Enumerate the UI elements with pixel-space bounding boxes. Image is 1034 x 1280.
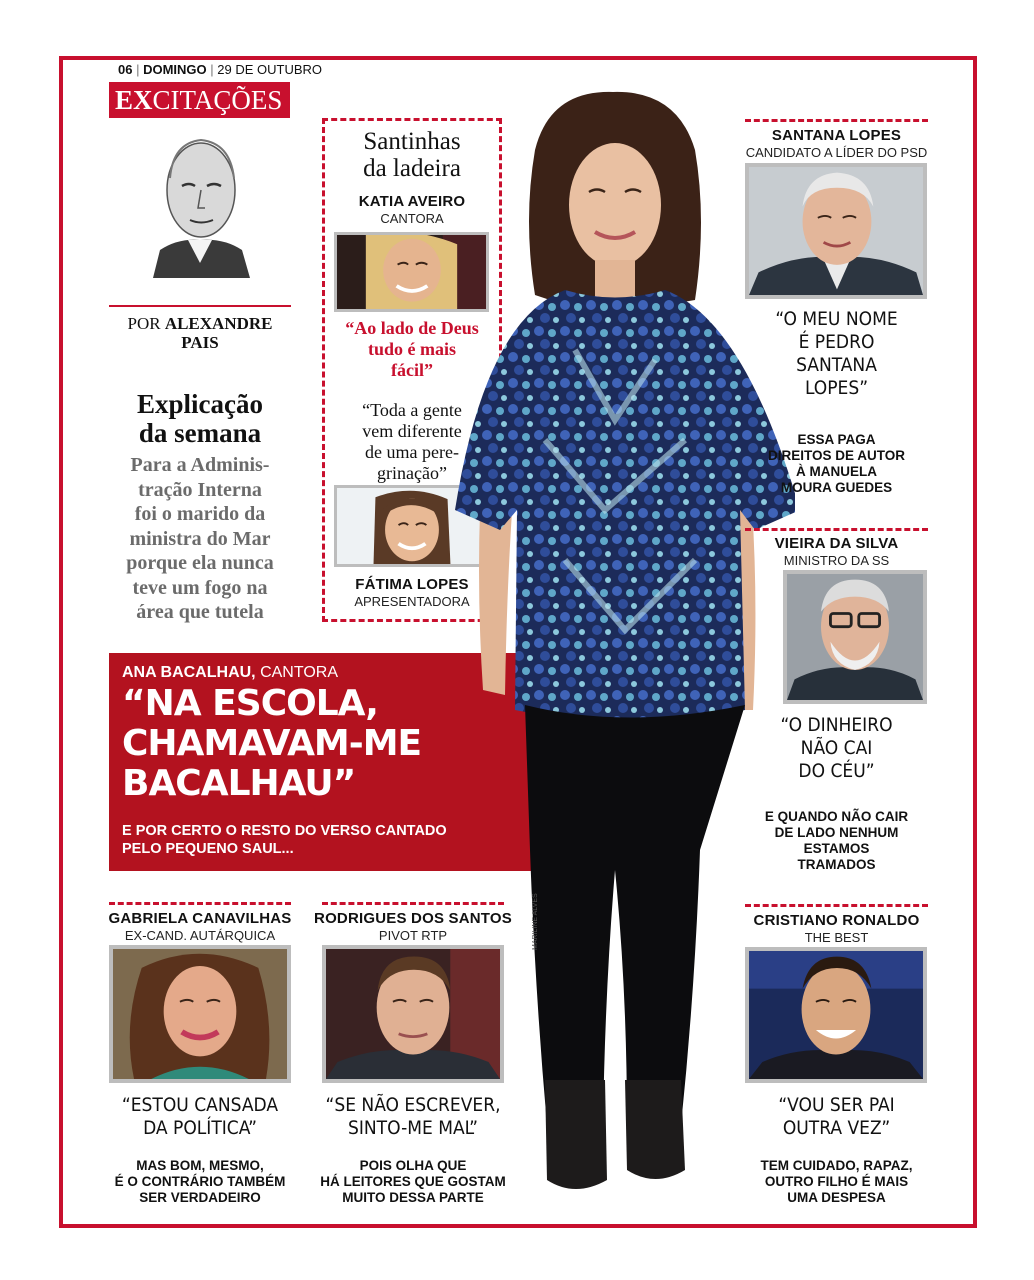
canavilhas-name: GABRIELA CANAVILHAS [108,910,292,927]
rodrigues-quote-line: “SE NÃO ESCREVER, [325,1094,501,1116]
fatima-name: FÁTIMA LOPES [355,576,469,593]
vieira-role: MINISTRO DA SS [783,553,890,568]
santana-quote-line: “O MEU NOME [775,308,898,330]
vieira-comment-line: E QUANDO NÃO CAIR [764,809,909,824]
page-header: 06 | DOMINGO | 29 DE OUTUBRO [118,62,323,77]
ronaldo-comment-line: OUTRO FILHO É MAIS [764,1174,909,1189]
vieira-quote-line: NÃO CAI [800,737,873,759]
santana-quote [740,308,933,400]
canavilhas-comment [100,1158,300,1206]
rodrigues-name: RODRIGUES DOS SANTOS [314,910,512,927]
vieira-comment-line: DE LADO NENHUM [774,825,899,840]
santana-quote-line: SANTANA [796,354,877,376]
canavilhas-role: EX-CAND. AUTÁRQUICA [124,928,276,943]
explicacao-title-1: Explicação [137,389,263,419]
ronaldo-quote [740,1094,933,1140]
ronaldo-comment-line: UMA DESPESA [787,1190,886,1205]
santana-divider [745,119,928,122]
ronaldo-name: CRISTIANO RONALDO [753,912,920,929]
main-role: CANTORA [260,664,339,681]
santana-quote-line: É PEDRO [798,331,875,353]
canavilhas-comment-line: MAS BOM, MESMO, [136,1158,264,1173]
fatima-quote-line: “Toda a gente [362,400,462,420]
main-comment-line: PELO PEQUENO SAUL... [122,841,294,857]
ronaldo-divider [745,904,928,907]
rodrigues-comment [313,1158,513,1206]
katia-quote-line: fácil” [391,360,433,380]
explicacao-title [100,390,300,448]
main-name: ANA BACALHAU, [122,664,256,681]
main-speaker [122,664,338,682]
explicacao-line: área que tutela [136,601,264,623]
katia-name: KATIA AVEIRO [358,193,466,210]
ronaldo-comment-line: TEM CUIDADO, RAPAZ, [760,1158,913,1173]
rodrigues-photo [322,945,504,1083]
santana-comment [740,432,933,496]
vieira-comment-line: ESTAMOS [803,841,870,856]
vieira-quote-line: DO CÉU” [798,760,875,782]
canavilhas-quote [100,1094,300,1140]
section-rest: CITAÇÕES [152,85,283,115]
rodrigues-quote [313,1094,513,1140]
ronaldo-quote-line: “VOU SER PAI [778,1094,895,1116]
section-prefix: EX [115,85,153,115]
vieira-quote [740,714,933,783]
santana-comment-line: MOURA GUEDES [780,480,893,495]
page-date: 29 DE OUTUBRO [217,62,323,77]
ronaldo-role: THE BEST [804,930,869,945]
canavilhas-comment-line: SER VERDADEIRO [139,1190,261,1205]
rodrigues-comment-line: MUITO DESSA PARTE [342,1190,484,1205]
santana-comment-line: À MANUELA [796,464,877,479]
santinhas-title-1: Santinhas [363,128,461,155]
section-label [109,82,290,118]
byline-author-2: PAIS [181,333,219,352]
fatima-quote-line: de uma pere- [365,442,459,462]
fatima-quote-line: vem diferente [362,421,462,441]
katia-quote-line: tudo é mais [367,339,456,359]
byline [109,314,291,352]
main-quote-line: CHAMAVAM-ME [122,723,422,764]
explicacao-line: Para a Adminis- [130,454,270,476]
vieira-divider [745,528,928,531]
page-day: DOMINGO [143,62,207,77]
santana-comment-line: DIREITOS DE AUTOR [767,448,906,463]
rodrigues-divider [322,902,504,905]
katia-role: CANTORA [380,211,444,226]
canavilhas-photo [109,945,291,1083]
rodrigues-quote-line: SINTO-ME MAL” [347,1117,479,1139]
explicacao-line: porque ela nunca [126,552,274,574]
photo-credit: MARILINE ALVES [532,893,539,950]
explicacao-line: ministra do Mar [129,527,271,550]
vieira-name: VIEIRA DA SILVA [774,535,899,552]
byline-author-1: ALEXANDRE [164,314,273,333]
rodrigues-role: PIVOT RTP [378,928,448,943]
santana-name: SANTANA LOPES [771,127,902,144]
explicacao-line: tração Interna [138,478,262,501]
main-quote-line: BACALHAU” [122,763,356,804]
byline-por: POR [127,314,161,333]
katia-quote-line: “Ao lado de Deus [345,318,479,338]
rodrigues-comment-line: POIS OLHA QUE [359,1158,467,1173]
santana-quote-line: LOPES” [804,377,869,399]
santana-comment-line: ESSA PAGA [797,432,876,447]
canavilhas-comment-line: É O CONTRÁRIO TAMBÉM [114,1174,286,1189]
santinhas-title-2: da ladeira [363,155,461,182]
vieira-photo [783,570,927,704]
fatima-role: APRESENTADORA [354,594,470,609]
columnist-portrait [148,128,253,278]
ana-bacalhau-photo [455,90,795,1205]
explicacao-title-2: da semana [138,418,262,448]
canavilhas-quote-line: “ESTOU CANSADA [121,1094,279,1116]
rodrigues-comment-line: HÁ LEITORES QUE GOSTAM [320,1174,506,1189]
main-comment-line: E POR CERTO O RESTO DO VERSO CANTADO [122,823,447,839]
explicacao-line: foi o marido da [134,503,266,525]
canavilhas-divider [109,902,291,905]
page-number: 06 [118,62,133,77]
santana-photo [745,163,927,299]
canavilhas-quote-line: DA POLÍTICA” [143,1117,257,1139]
byline-divider [109,305,291,307]
ronaldo-comment [740,1158,933,1206]
ronaldo-photo [745,947,927,1083]
main-quote-line: “NA ESCOLA, [122,683,378,724]
vieira-comment [740,809,933,873]
ronaldo-quote-line: OUTRA VEZ” [782,1117,891,1139]
fatima-quote-line: grinação” [377,463,447,483]
santana-role: CANDIDATO A LÍDER DO PSD [745,145,928,160]
vieira-comment-line: TRAMADOS [797,857,876,872]
explicacao-text [100,453,300,625]
vieira-quote-line: “O DINHEIRO [780,714,893,736]
explicacao-line: teve um fogo na [132,576,268,599]
